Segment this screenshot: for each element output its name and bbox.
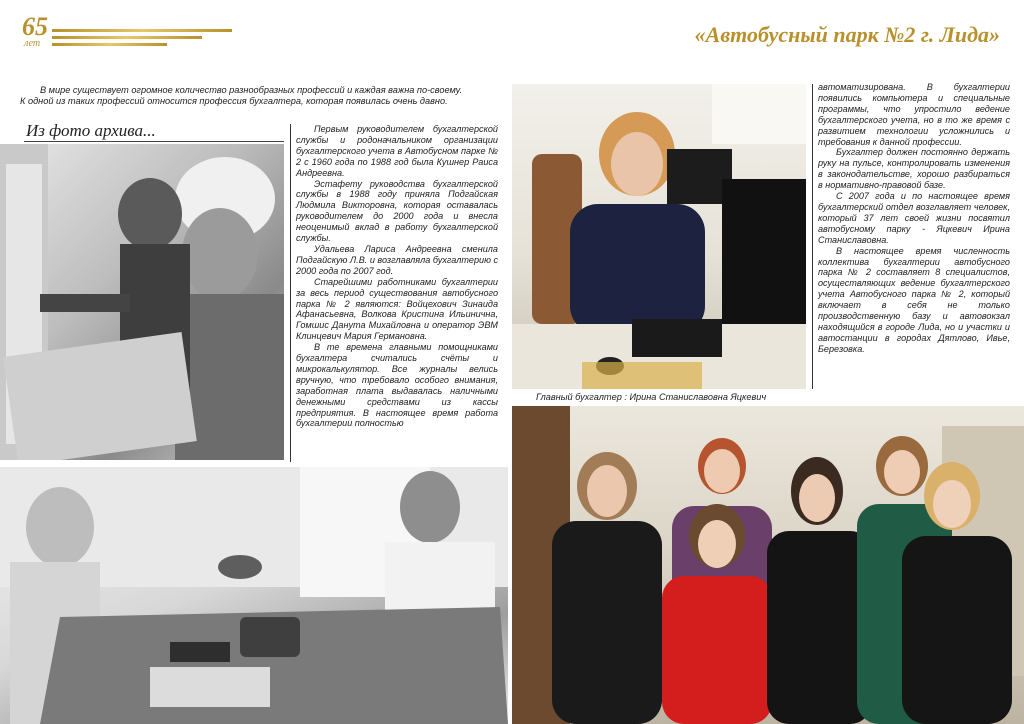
header-gold-line-1: [52, 29, 232, 32]
paragraph: Бухгалтер должен постоянно держать руку на пульсе, контролировать изменения в законодательстве, хорошо разбираться в нормативно-правовой базе.: [818, 147, 1010, 191]
paragraph: В те времена главными помощниками бухгалтера считались счёты и микрокалькулятор. Все журналы велись вручную, что требовало особого внимания, заработная плата выдавалась наличными денежными средствами из кассы предприятия. В настоящее время работа бухгалтерии полностью: [296, 342, 498, 429]
archive-photo: [0, 144, 284, 460]
archive-heading: Из фото архива...: [26, 121, 156, 140]
paragraph: Удальева Лариса Андреевна сменила Подгайскую Л.В. и возглавляла бухгалтерию с 2000 года по 2007 год.: [296, 243, 498, 276]
header-gold-line-3: [52, 43, 167, 46]
photo-caption: Главный бухгалтер : Ирина Станиславовна Яцкевич: [536, 392, 767, 402]
chief-accountant-photo: [512, 84, 806, 389]
column-divider: [812, 84, 813, 389]
paragraph: автоматизирована. В бухгалтерии появились компьютера и специальные программы, что упростило ведение бухгалтерского учета, но в то же время с развитием технологии усложнились и требования к данной профессии.: [818, 82, 1010, 147]
anniversary-number: 65: [22, 12, 48, 41]
page-title: «Автобусный парк №2 г. Лида»: [694, 22, 1000, 47]
paragraph: Эстафету руководства бухгалтерской службы в 1988 году приняла Подгайская Людмила Викторовна, которая оставалась руководителем до 2000 года и внесла неоценимый вклад в работу бухгалтерской службы.: [296, 178, 498, 244]
paragraph: Старейшими работниками бухгалтерии за весь период существования автобусного парка № 2 являются: Войцехович Зинаида Афанасьевна, Волкова Кристина Ильинична, Гомшис Данута Михайловна и оператор ЭВМ Клинцевич Мария Германовна.: [296, 276, 498, 342]
archive-heading-underline: [24, 141, 284, 142]
text-column-1: [296, 124, 498, 429]
team-photo: [512, 406, 1024, 724]
paragraph: В настоящее время численность коллектива бухгалтерии автобусного парка № 2 составляет 8 специалистов, осуществляющих ведение бухгалтерского учета Автобусного парка № 2, который включает в себя не только производственную базу и автовокзал находящийся в городе Лида, но и участки и автостанции в городах Дятлово, Ивье, Березовка.: [818, 245, 1010, 354]
header-gold-line-2: [52, 36, 202, 39]
intro-text: [20, 85, 490, 107]
office-photo: [0, 467, 508, 724]
text-column-2: [818, 82, 1010, 355]
paragraph: Первым руководителем бухгалтерской службы и родоначальником организации бухгалтерского учета в Автобусном парке № 2 с 1960 года по 1988 год была Кушнер Раиса Андреевна.: [296, 124, 498, 178]
intro-line: К одной из таких профессий относится профессия бухгалтера, которая появилась очень давно.: [20, 96, 448, 106]
intro-line: В мире существует огромное количество разнообразных профессий и каждая важна по-своему.: [40, 85, 463, 95]
anniversary-unit: лет: [24, 38, 41, 49]
column-divider: [290, 124, 291, 462]
paragraph: С 2007 года и по настоящее время бухгалтерский отдел возглавляет человек, который 37 лет своей жизни посвятил автобусному парку - Яцкевич Ирина Станиславовна.: [818, 191, 1010, 245]
